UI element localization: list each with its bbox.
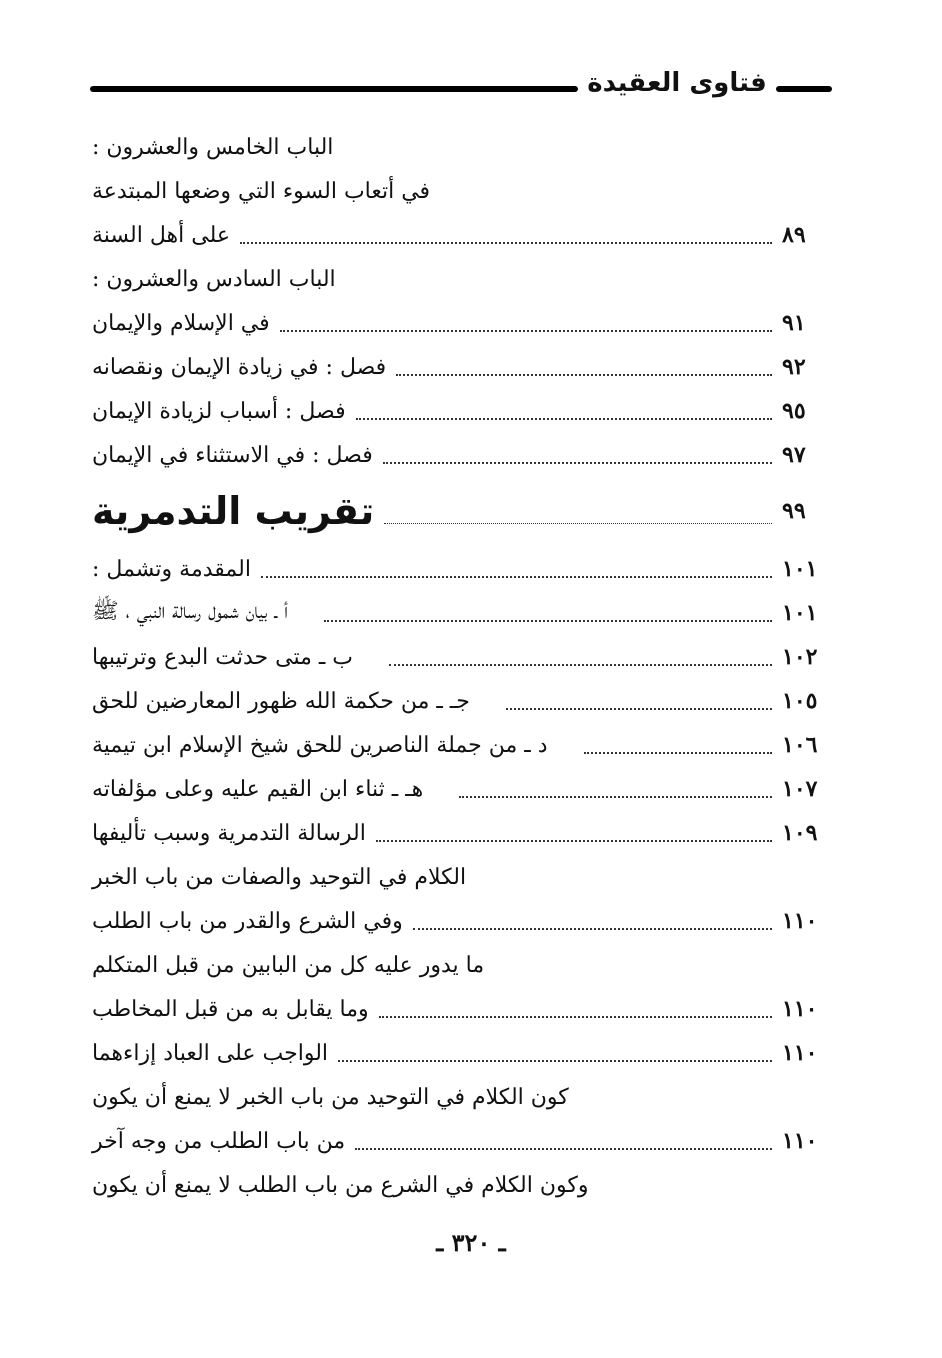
toc-entry-text: تقريب التدمرية — [92, 489, 375, 533]
header-rule-long — [90, 86, 578, 92]
toc-entry-text: المقدمة وتشمل : — [92, 556, 251, 582]
toc-row — [92, 345, 834, 389]
toc-page-number: ١٠١ — [782, 556, 818, 582]
toc-row — [92, 679, 834, 723]
toc-page-number: ٩٥ — [782, 398, 806, 424]
toc-entry-text: الرسالة التدمرية وسبب تأليفها — [92, 820, 366, 846]
toc-row — [92, 301, 834, 345]
toc-entry-text: وكون الكلام في الشرع من باب الطلب لا يمنع أن يكون — [92, 1172, 589, 1198]
toc-entry-text: فصل : في زيادة الإيمان ونقصانه — [92, 354, 387, 380]
dot-leader — [338, 1060, 772, 1062]
toc-page-number: ١٠٢ — [782, 644, 818, 670]
running-header — [90, 64, 832, 108]
toc-entry-text: فصل : في الاستثناء في الإيمان — [92, 442, 373, 468]
toc-page-number: ١١٠ — [782, 996, 818, 1022]
toc-section-heading — [92, 481, 834, 541]
toc-page-number: ١٠٥ — [782, 688, 818, 714]
toc-entry-text: في أتعاب السوء التي وضعها المبتدعة — [92, 178, 431, 204]
toc-entry-text: الواجب على العباد إزاءهما — [92, 1040, 329, 1066]
page-number: ـ ٣٢٠ ـ — [436, 1228, 506, 1257]
dot-leader — [384, 523, 772, 524]
toc-entry-text: أ ـ بيان شمول رسالة النبي ، ﷺ — [92, 599, 288, 624]
toc-page-number: ١٠٩ — [782, 820, 818, 846]
toc-entry-text: هـ ـ ثناء ابن القيم عليه وعلى مؤلفاته — [92, 776, 424, 802]
dot-leader — [413, 928, 772, 930]
table-of-contents — [92, 125, 834, 1207]
dot-leader — [324, 620, 772, 622]
toc-entry-text: جـ ـ من حكمة الله ظهور المعارضين للحق — [92, 688, 470, 714]
toc-page-number: ٩٢ — [782, 354, 806, 380]
header-rule-short — [776, 86, 832, 92]
dot-leader — [506, 708, 772, 710]
toc-row — [92, 723, 834, 767]
toc-entry-text: الباب الخامس والعشرون : — [92, 134, 334, 160]
toc-entry-text: ما يدور عليه كل من البابين من قبل المتكلم — [92, 952, 485, 978]
toc-entry-text: د ـ من جملة الناصرين للحق شيخ الإسلام ابن تيمية — [92, 732, 548, 758]
toc-entry-text: من باب الطلب من وجه آخر — [92, 1128, 346, 1154]
toc-row — [92, 125, 834, 169]
toc-page-number: ١١٠ — [782, 908, 818, 934]
dot-leader — [584, 752, 772, 754]
toc-row — [92, 811, 834, 855]
book-title: فتاوى العقيدة — [587, 68, 767, 98]
toc-row — [92, 591, 834, 635]
toc-entry-text: في الإسلام والإيمان — [92, 310, 270, 336]
toc-row — [92, 943, 834, 987]
toc-row — [92, 1031, 834, 1075]
toc-entry-text: كون الكلام في التوحيد من باب الخبر لا يمنع أن يكون — [92, 1084, 569, 1110]
dot-leader — [389, 664, 772, 666]
toc-row — [92, 1163, 834, 1207]
toc-page-number: ١٠١ — [782, 600, 818, 626]
toc-page-number: ٩٧ — [782, 442, 806, 468]
toc-entry-text: على أهل السنة — [92, 222, 230, 248]
dot-leader — [261, 576, 772, 578]
toc-row — [92, 855, 834, 899]
dot-leader — [240, 242, 772, 244]
toc-entry-text: وفي الشرع والقدر من باب الطلب — [92, 908, 403, 934]
toc-page-number: ٩١ — [782, 310, 806, 336]
toc-row — [92, 257, 834, 301]
toc-row — [92, 433, 834, 477]
toc-row — [92, 169, 834, 213]
toc-entry-text: الكلام في التوحيد والصفات من باب الخبر — [92, 864, 467, 890]
dot-leader — [379, 1016, 772, 1018]
toc-row — [92, 213, 834, 257]
toc-entry-text: فصل : أسباب لزيادة الإيمان — [92, 398, 346, 424]
toc-row — [92, 389, 834, 433]
toc-page-number: ٨٩ — [782, 222, 806, 248]
dot-leader — [396, 374, 772, 376]
dot-leader — [459, 796, 772, 798]
dot-leader — [383, 462, 772, 464]
toc-entry-text: ب ـ متى حدثت البدع وترتيبها — [92, 644, 354, 670]
dot-leader — [355, 1148, 772, 1150]
dot-leader — [376, 840, 772, 842]
toc-page-number: ١١٠ — [782, 1128, 818, 1154]
toc-entry-text: وما يقابل به من قبل المخاطب — [92, 996, 369, 1022]
toc-page-number: ١٠٦ — [782, 732, 818, 758]
toc-row — [92, 547, 834, 591]
toc-entry-text: الباب السادس والعشرون : — [92, 266, 336, 292]
dot-leader — [356, 418, 772, 420]
toc-row — [92, 767, 834, 811]
toc-page-number: ١١٠ — [782, 1040, 818, 1066]
toc-row — [92, 1075, 834, 1119]
toc-row — [92, 899, 834, 943]
toc-page-number: ١٠٧ — [782, 776, 818, 802]
dot-leader — [280, 330, 772, 332]
toc-row — [92, 987, 834, 1031]
toc-row — [92, 1119, 834, 1163]
toc-page-number: ٩٩ — [782, 498, 806, 524]
toc-row — [92, 635, 834, 679]
